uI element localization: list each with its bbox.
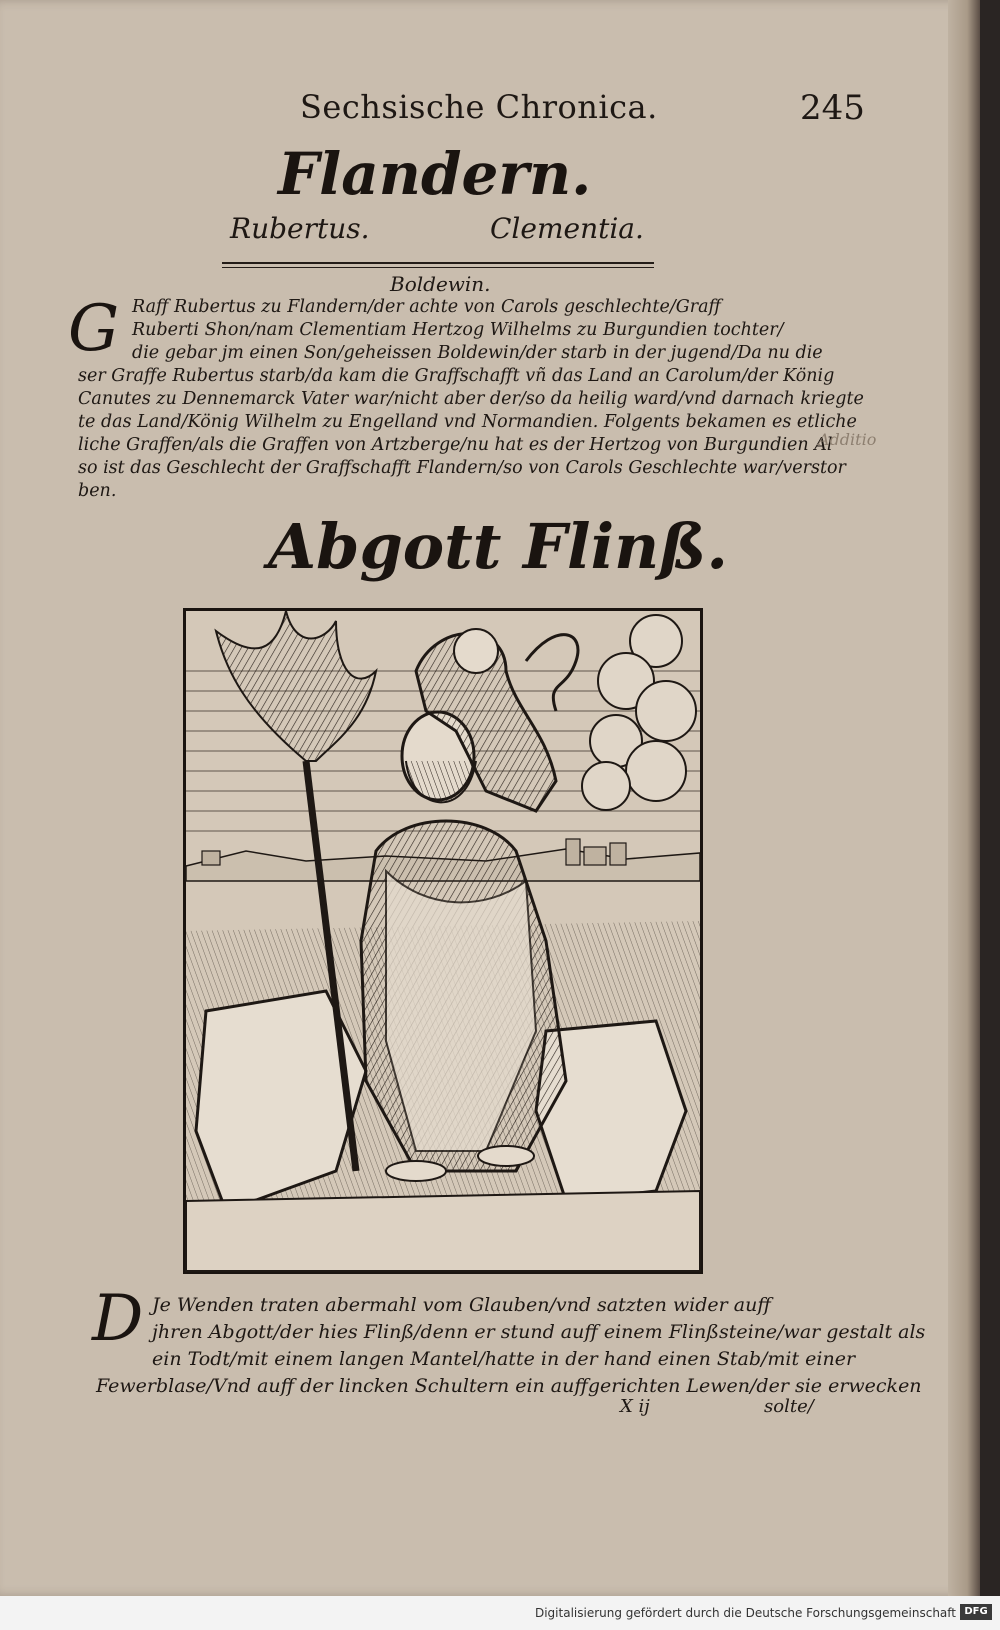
catchword: solte/: [764, 1396, 814, 1417]
page-number: 245: [800, 88, 865, 128]
running-head: Sechsische Chronica.: [300, 88, 658, 126]
footer-credit: Digitalisierung gefördert durch die Deutsche Forschungsgemeinschaft: [534, 1606, 956, 1620]
name-clementia: Clementia.: [490, 212, 644, 245]
text-line: die gebar jm einen Son/geheissen Boldewin/der starb in der jugend/Da nu die: [132, 343, 823, 363]
name-rubertus: Rubertus.: [230, 212, 370, 245]
woodcut-illustration: [183, 608, 703, 1274]
text-line: jhren Abgott/der hies Flinß/denn er stund auff einem Flinßsteine/war gestalt als: [152, 1321, 926, 1343]
text-line: te das Land/König Wilhelm zu Engelland vnd Normandien. Folgents bekamen es etliche: [78, 412, 857, 432]
text-line: ser Graffe Rubertus starb/da kam die Graffschafft vñ das Land an Carolum/der König: [78, 366, 835, 386]
text-line: Raff Rubertus zu Flandern/der achte von Carols geschlechte/Graff: [132, 297, 721, 317]
idol-title: Abgott Flinß.: [268, 510, 728, 583]
genealogy-rule: [222, 262, 654, 268]
text-line: liche Graffen/als die Graffen von Artzberge/nu hat es der Hertzog von Burgundien Al: [78, 435, 833, 455]
woodcut-figure-icon: [186, 611, 700, 1271]
paragraph-flins: [96, 1292, 926, 1400]
dfg-logo-icon: DFG: [960, 1604, 992, 1620]
drop-cap-initial-2: D: [92, 1282, 144, 1356]
drop-cap-initial: G: [68, 292, 120, 366]
text-line: Je Wenden traten abermahl vom Glauben/vnd satzten wider auff: [152, 1294, 771, 1316]
text-line: Ruberti Shon/nam Clementiam Hertzog Wilhelms zu Burgundien tochter/: [132, 320, 784, 340]
text-line: Fewerblase/Vnd auff der lincken Schultern ein auffgerichten Lewen/der sie erwecken: [96, 1375, 922, 1397]
child-name: Boldewin.: [390, 272, 491, 296]
section-title: Flandern.: [278, 140, 592, 208]
genealogy-names: [230, 212, 650, 252]
text-line: so ist das Geschlecht der Graffschafft Flandern/so von Carols Geschlechte war/verstor: [78, 458, 846, 478]
text-line: ben.: [78, 481, 117, 501]
footer-bar: [0, 1596, 1000, 1630]
margin-note: Additio: [818, 430, 877, 449]
page-edge: [948, 0, 980, 1596]
text-line: ein Todt/mit einem langen Mantel/hatte in der hand einen Stab/mit einer: [152, 1348, 856, 1370]
text-line: Canutes zu Dennemarck Vater war/nicht aber der/so da heilig ward/vnd darnach kriegte: [78, 389, 864, 409]
signature-mark: X ij: [620, 1396, 650, 1417]
